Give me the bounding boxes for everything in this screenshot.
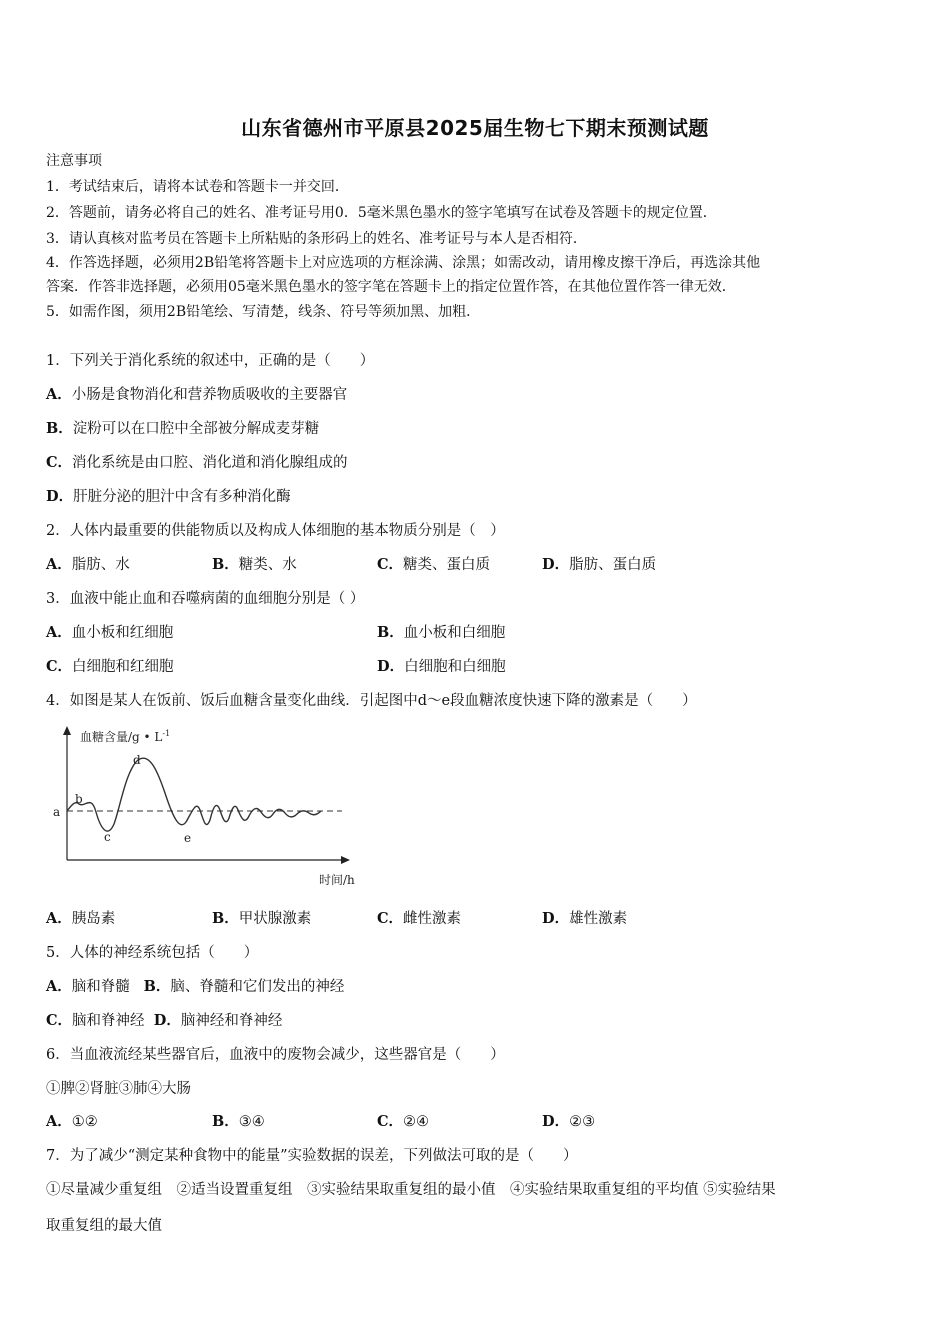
option-text: 肝脏分泌的胆汁中含有多种消化酶: [73, 489, 291, 505]
option-text: 脂肪、蛋白质: [569, 557, 657, 573]
q4-option-b: [212, 909, 311, 929]
option-text: ③④: [238, 1114, 265, 1130]
notice-item: 答案．作答非选择题，必须用05毫米黑色墨水的签字笔在答题卡上的指定位置作答，在其他位置作答一律无效．: [46, 279, 736, 295]
option-text: ①②: [71, 1114, 98, 1130]
option-text: 胰岛素: [71, 911, 116, 927]
q6-option-b: [212, 1112, 265, 1132]
option-label: B．: [212, 1113, 239, 1130]
option-text: 白细胞和白细胞: [404, 659, 506, 675]
q2-option-d: [542, 555, 656, 575]
q7-items-line-1: ①尽量减少重复组 ②适当设置重复组 ③实验结果取重复组的最小值 ④实验结果取重复组的平均值 ⑤实验结果: [46, 1182, 776, 1198]
option-label: B．: [212, 556, 239, 573]
option-label: A．: [46, 978, 72, 995]
option-label: D．: [542, 1113, 570, 1130]
option-text: 雄性激素: [569, 911, 628, 927]
q7-items-line-2: 取重复组的最大值: [46, 1218, 162, 1234]
notice-item: 3．请认真核对监考员在答题卡上所粘贴的条形码上的姓名、准考证号与本人是否相符．: [46, 231, 587, 247]
option-text: 脑、脊髓和它们发出的神经: [170, 979, 345, 995]
q1-option-c: [46, 453, 348, 473]
question-5-stem: 5．人体的神经系统包括（ ）: [46, 945, 259, 961]
blood-sugar-figure: [46, 720, 376, 895]
y-axis-label-text: 血糖含量/g • L: [80, 730, 163, 744]
option-label: A．: [46, 1113, 72, 1130]
q6-option-c: [377, 1112, 429, 1132]
option-label: C．: [377, 1113, 404, 1130]
q2-option-a: [46, 555, 130, 575]
notice-item: 2．答题前，请务必将自己的姓名、准考证号用0．5毫米黑色墨水的签字笔填写在试卷及答题卡的规定位置．: [46, 205, 717, 221]
option-text: ②③: [569, 1114, 596, 1130]
option-text: 脑神经和脊神经: [180, 1013, 283, 1029]
y-axis-arrow: [63, 726, 71, 735]
option-label: A．: [46, 624, 72, 641]
question-6-stem: 6．当血液流经某些器官后，血液中的废物会减少，这些器官是（ ）: [46, 1047, 505, 1063]
option-text: 消化系统是由口腔、消化道和消化腺组成的: [72, 455, 348, 471]
option-text: 脑和脊髓: [71, 979, 130, 995]
question-2-stem: 2．人体内最重要的供能物质以及构成人体细胞的基本物质分别是（ ）: [46, 523, 505, 539]
option-label: C．: [46, 1012, 73, 1029]
point-c-label: c: [104, 830, 111, 844]
x-axis-label: 时间/h: [319, 873, 355, 887]
q5-options-line-2: [46, 1011, 282, 1031]
option-text: 糖类、水: [238, 557, 297, 573]
option-label: A．: [46, 910, 72, 927]
option-text: 血小板和白细胞: [403, 625, 506, 641]
option-label: D．: [377, 658, 405, 675]
option-label: B．: [143, 978, 171, 995]
notice-item: 4．作答选择题，必须用2B铅笔将答题卡上对应选项的方框涂满、涂黑；如需改动，请用橡皮擦干净后，再选涂其他: [46, 255, 761, 271]
option-label: D．: [46, 488, 74, 505]
y-axis-label-sup: -1: [162, 729, 171, 738]
q3-option-b: [377, 623, 505, 643]
option-text: 血小板和红细胞: [71, 625, 174, 641]
q1-option-b: [46, 419, 319, 439]
q2-option-c: [377, 555, 490, 575]
q6-option-d: [542, 1112, 595, 1132]
notice-heading: 注意事项: [46, 153, 102, 169]
option-label: B．: [377, 624, 404, 641]
x-axis-arrow: [341, 856, 350, 864]
page-title: 山东省德州市平原县2025届生物七下期末预测试题: [241, 116, 709, 140]
q4-option-c: [377, 909, 461, 929]
point-b-label: b: [75, 792, 83, 806]
point-e-label: e: [184, 831, 192, 845]
option-label: D．: [542, 556, 570, 573]
point-d-label: d: [133, 753, 141, 767]
q3-option-c: [46, 657, 174, 677]
option-label: C．: [377, 910, 404, 927]
option-text: 甲状腺激素: [238, 911, 312, 927]
notice-item: 1．考试结束后，请将本试卷和答题卡一并交回．: [46, 179, 349, 195]
option-label: C．: [46, 454, 73, 471]
option-label: C．: [377, 556, 404, 573]
q3-option-d: [377, 657, 506, 677]
y-axis-label: [80, 729, 170, 744]
option-text: ②④: [403, 1114, 430, 1130]
question-3-stem: 3．血液中能止血和吞噬病菌的血细胞分别是（ ）: [46, 591, 365, 607]
option-text: 脂肪、水: [71, 557, 130, 573]
option-text: 脑和脊神经: [72, 1013, 145, 1029]
option-text: 雌性激素: [403, 911, 462, 927]
option-text: 白细胞和红细胞: [72, 659, 174, 675]
q6-items: ①脾②肾脏③肺④大肠: [46, 1081, 191, 1097]
q6-option-a: [46, 1112, 98, 1132]
option-label: C．: [46, 658, 73, 675]
q1-option-d: [46, 487, 291, 507]
option-label: D．: [542, 910, 570, 927]
blood-sugar-curve: [67, 758, 321, 831]
option-label: D．: [153, 1012, 181, 1029]
q4-option-a: [46, 909, 115, 929]
option-text: 糖类、蛋白质: [403, 557, 491, 573]
q2-option-b: [212, 555, 297, 575]
option-label: A．: [46, 386, 72, 403]
option-label: B．: [212, 910, 239, 927]
question-4-stem: 4．如图是某人在饭前、饭后血糖含量变化曲线．引起图中d～e段血糖浓度快速下降的激素是（ ）: [46, 693, 697, 709]
q1-option-a: [46, 385, 347, 405]
point-a-label: a: [53, 805, 61, 819]
notice-item: 5．如需作图，须用2B铅笔绘、写清楚，线条、符号等须加黑、加粗．: [46, 304, 481, 320]
question-7-stem: 7．为了减少“测定某种食物中的能量”实验数据的误差，下列做法可取的是（ ）: [46, 1148, 578, 1164]
q4-option-d: [542, 909, 627, 929]
option-label: B．: [46, 420, 73, 437]
q5-options-line-1: [46, 977, 344, 997]
question-1-stem: 1．下列关于消化系统的叙述中，正确的是（ ）: [46, 353, 375, 369]
option-label: A．: [46, 556, 72, 573]
option-text: 淀粉可以在口腔中全部被分解成麦芽糖: [72, 421, 320, 437]
option-text: 小肠是食物消化和营养物质吸收的主要器官: [71, 387, 348, 403]
q3-option-a: [46, 623, 173, 643]
